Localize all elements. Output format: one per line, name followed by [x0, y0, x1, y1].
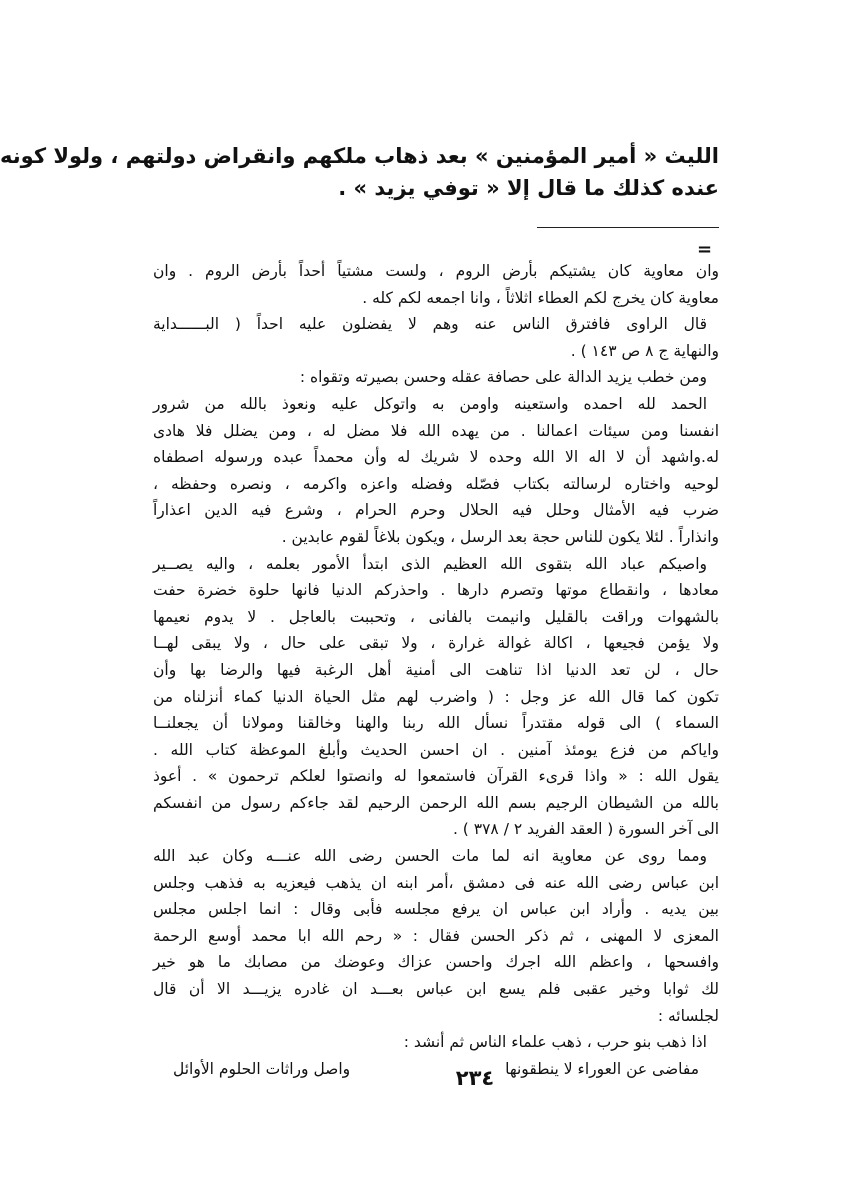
footnote-line: ولا يؤمن فجيعها ، اكالة غوالة غرارة ، ولا تبقى على حال ، ولا يبقى لهــا [153, 634, 719, 653]
footnote-line: قال الراوى فافترق الناس عنه وهم لا يفضلون عليه احداً ( البــــــداية [153, 315, 707, 334]
footnote-line: لجلسائه : [657, 1006, 719, 1025]
footnote-line: معاوية كان يخرج لكم العطاء اثلاثاً ، وانا اجمعه لكم كله . [362, 288, 719, 307]
footnote-line: السماء ) الى قوله مقتدراً نسأل الله ربنا والهنا وخالقنا ومولانا أن يجعلنــا [153, 714, 719, 733]
verse-second-hemistich: واصل وراثات الحلوم الأوائل [173, 1059, 351, 1078]
main-paragraph [0, 140, 719, 204]
footnote-line: حال ، لن تعد الدنيا اذا تناهت الى أمنية أهل الرغبة فيها والرضا بها وأن [153, 660, 719, 679]
footnote-line: معادها ، وانقطاع موتها وتصرم دارها . واحذركم الدنيا فانها حلوة خضرة حفت [153, 581, 719, 600]
footnote-block [153, 258, 719, 1082]
main-paragraph-line: عنده كذلك ما قال إلا « توفي يزيد » . [338, 176, 719, 200]
footnote-line: الى آخر السورة ( العقد الفريد ٢ / ٣٧٨ ) . [452, 820, 719, 839]
footnote-line: ضرب فيه الأمثال وحلل فيه الحلال وحرم الحرام ، وشرع فيه الدين اعذاراً [153, 501, 719, 520]
page-number: ٢٣٤ [455, 1066, 495, 1090]
footnote-line: وانذاراً . لئلا يكون للناس حجة بعد الرسل ، ويكون بلاغاً لقوم عابدين . [281, 527, 719, 546]
footnote-line: واصيكم عباد الله بتقوى الله العظيم الذى ابتدأ الأمور بعلمه ، واليه يصــير [153, 554, 707, 573]
verse-first-hemistich: مفاضى عن العوراء لا ينطقونها [505, 1059, 699, 1078]
footnote-line: بين يديه . وأراد ابن عباس ان يرفع مجلسه فأبى وقال : انما اجلس مجلس [153, 900, 719, 919]
footnote-line: له.واشهد أن لا اله الا الله وحده لا شريك له وأن محمداً عبده ورسوله اصطفاه [153, 448, 719, 467]
footnote-line: لك ثوابا وخير عقبى فلم يسع ابن عباس بعـــد ان غادره يزيـــد الا أن قال [153, 980, 719, 999]
footnote-line: ابن عباس رضى الله عنه فى دمشق ،أمر ابنه ان يذهب فيعزيه به فذهب وجلس [153, 873, 719, 892]
footnote-line: يقول الله : « واذا قرىء القرآن فاستمعوا له وانصتوا لعلكم ترحمون » . أعوذ [153, 767, 719, 786]
footnote-line: ومما روى عن معاوية انه لما مات الحسن رضى الله عنـــه وكان عبد الله [153, 847, 707, 866]
footnote-line: وان معاوية كان يشتيكم بأرض الروم ، ولست مشتياً أحداً بأرض الروم . وان [153, 262, 719, 280]
footnote-line: الحمد لله احمده واستعينه واومن به واتوكل عليه ونعوذ بالله من شرور [153, 394, 707, 413]
footnote-line: والنهاية ج ٨ ص ١٤٣ ) . [570, 341, 719, 360]
footnote-line: ومن خطب يزيد الدالة على حصافة عقله وحسن بصيرته وتقواه : [299, 368, 707, 387]
poetry-verse [153, 1056, 719, 1083]
footnote-line: بالله من الشيطان الرجيم بسم الله الرحمن الرحيم لقد جاءكم رسول من انفسكم [153, 793, 719, 812]
footnote-line: اذا ذهب بنو حرب ، ذهب علماء الناس ثم أنشد : [403, 1033, 707, 1052]
footnote-line: انفسنا ومن سيئات اعمالنا . من يهده الله فلا مضل له ، ومن يضلل فلا هادى [153, 421, 719, 440]
footnote-separator-rule [537, 227, 719, 228]
footnote-line: وافسحها ، واعظم الله اجرك واحسن عزاك وعوضك من مصابك ما هو خير [153, 953, 719, 972]
footnote-line: تكون كما قال الله عز وجل : ( واضرب لهم مثل الحياة الدنيا كماء أنزلناه من [153, 687, 719, 706]
footnote-line: واياكم من فزع يومئذ آمنين . ان احسن الحديث وأبلغ الموعظة كتاب الله . [153, 740, 719, 759]
footnote-continuation-marker: = [697, 239, 713, 260]
main-paragraph-line: الليث « أمير المؤمنين » بعد ذهاب ملكهم وانقراض دولتهم ، ولولا كونه [0, 144, 719, 168]
footnote-line: لوحيه واختاره لرسالته بكتاب فصّله وفضله واعزه واكرمه ، ونصره وحفظه ، [153, 474, 719, 493]
footnote-line: المعزى لا المهنى ، ثم ذكر الحسن فقال : « رحم الله ابا محمد أوسع الرحمة [153, 926, 719, 945]
footnote-line: بالشهوات وراقت بالقليل وانيمت بالفانى ، وتحببت بالعاجل . لا يدوم نعيمها [153, 607, 719, 626]
